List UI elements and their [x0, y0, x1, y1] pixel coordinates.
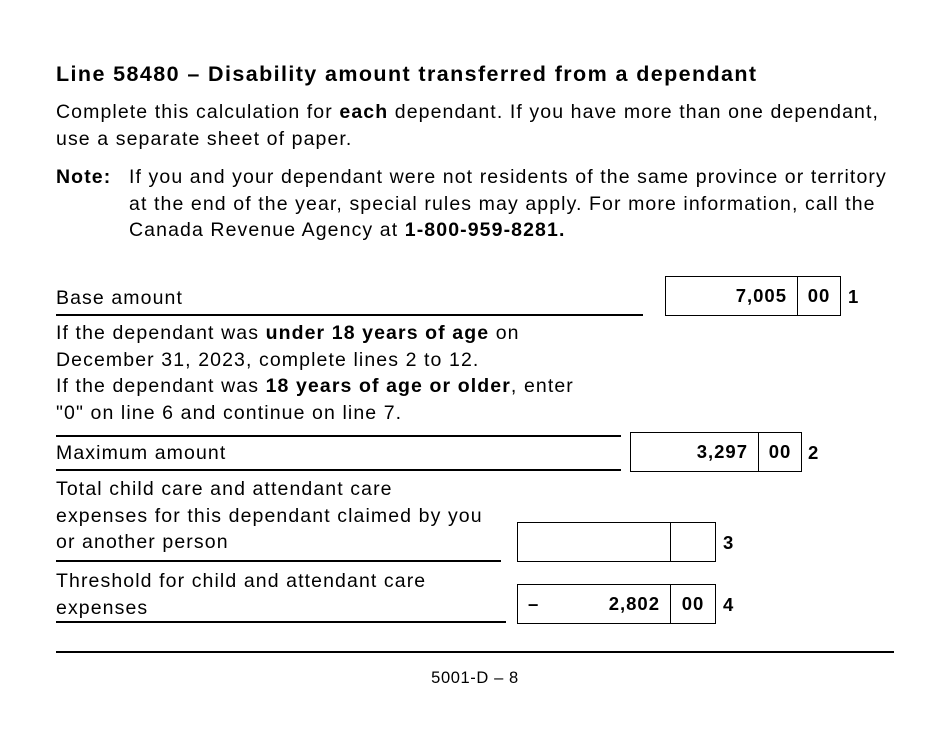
line-1-dollars — [666, 277, 797, 315]
note-label: Note: — [56, 166, 112, 188]
page-footer: 5001-D – 8 — [431, 669, 519, 687]
instr-1-b: on December 31, 2023, complete lines 2 to 12. — [56, 322, 520, 371]
line-2-dollars — [631, 433, 758, 471]
line-4-number: 4 — [723, 594, 734, 615]
line-4-rule — [56, 621, 506, 623]
line-1-amount-box[interactable] — [665, 276, 841, 316]
line-2-rule — [56, 469, 621, 471]
instr-1-bold: under 18 years of age — [265, 322, 490, 344]
intro-text: Complete this calculation for — [56, 101, 340, 123]
line-2-label: Maximum amount — [56, 442, 227, 464]
line-3-number: 3 — [723, 532, 734, 553]
line-1-number: 1 — [848, 286, 859, 307]
line-4-dollars-value: 2,802 — [608, 593, 660, 614]
line-4-label: Threshold for child and attendant care expenses — [56, 570, 427, 619]
instr-1-a: If the dependant was — [56, 322, 266, 344]
age-instructions — [56, 320, 596, 426]
line-4-amount-box[interactable] — [517, 584, 716, 624]
intro-emphasis: each — [339, 101, 389, 123]
note-body: If you and your dependant were not residents of the same province or territory at the end of the year, special rules may apply. For more information, call the Canada Revenue Agency at — [129, 166, 887, 241]
intro-paragraph — [56, 99, 916, 152]
instructions-rule — [56, 435, 621, 437]
note — [56, 164, 926, 244]
minus-sign: – — [528, 593, 540, 614]
instr-2-a: If the dependant was — [56, 375, 266, 397]
line-2-dollars-value: 3,297 — [696, 441, 748, 462]
line-2-cents: 00 — [758, 433, 801, 471]
phone-number: 1-800-959-8281. — [404, 219, 566, 241]
line-1-cents: 00 — [797, 277, 840, 315]
note-text — [129, 164, 909, 244]
page-title: Line 58480 – Disability amount transferred from a dependant — [56, 62, 758, 86]
line-3-cents — [670, 523, 715, 561]
line-4-cents: 00 — [670, 585, 715, 623]
intro-text-end: dependant. If you have more than one dependant, use a separate sheet of paper. — [56, 101, 880, 150]
line-4-dollars — [518, 585, 670, 623]
line-2-amount-box[interactable] — [630, 432, 802, 472]
line-2-number: 2 — [808, 442, 819, 463]
instr-2-bold: 18 years of age or older — [265, 375, 511, 397]
line-3-rule — [56, 560, 501, 562]
instr-2-b: , enter "0" on line 6 and continue on line 7. — [56, 375, 574, 424]
footer-divider — [56, 651, 894, 653]
line-3-dollars — [518, 523, 670, 561]
line-1-dollars-value: 7,005 — [735, 285, 787, 306]
line-1-label: Base amount — [56, 287, 184, 309]
line-3-label: Total child care and attendant care expenses for this dependant claimed by you or another person — [56, 478, 483, 553]
line-3-amount-box[interactable] — [517, 522, 716, 562]
line-1-rule — [56, 314, 643, 316]
